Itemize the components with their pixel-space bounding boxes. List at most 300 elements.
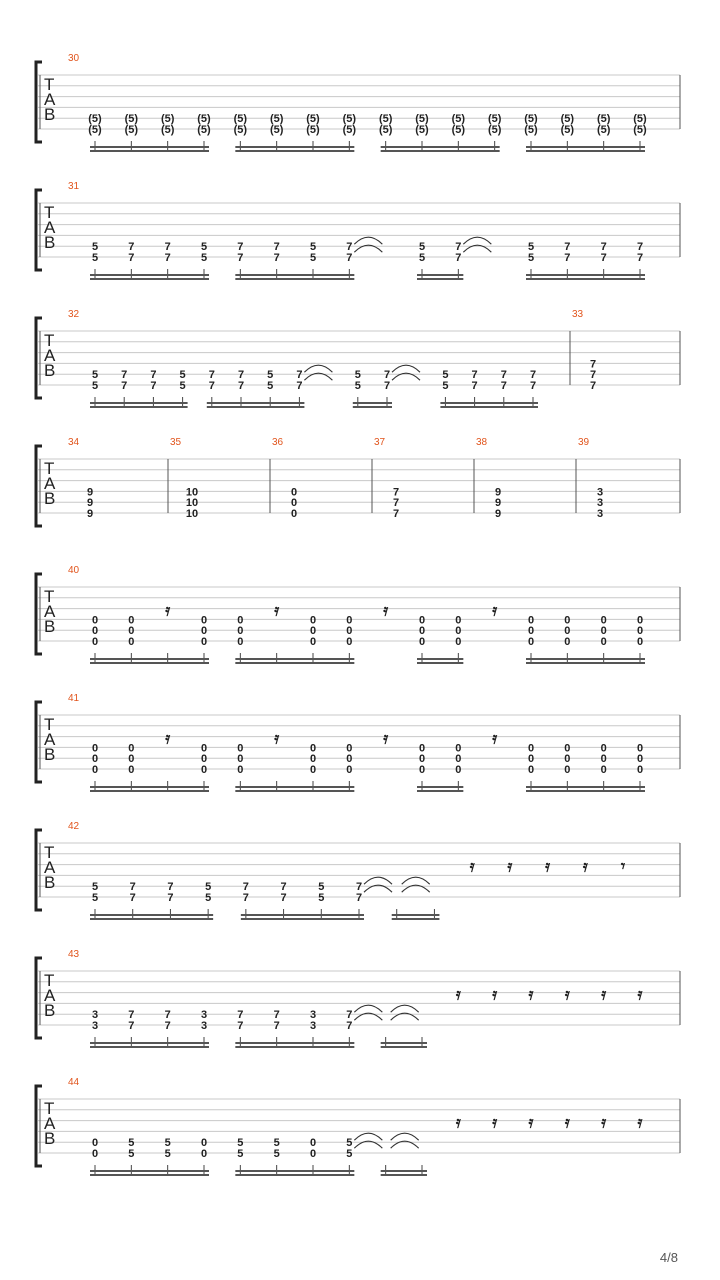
fret-number: 7 bbox=[128, 1020, 135, 1032]
fret-number: (5) bbox=[487, 113, 502, 126]
fret-number: 0 bbox=[600, 614, 607, 627]
fret-number: 0 bbox=[564, 614, 571, 627]
fret-number: (5) bbox=[633, 113, 647, 126]
fret-number: (5) bbox=[451, 124, 466, 136]
fret-number: 0 bbox=[237, 742, 244, 755]
fret-number: 0 bbox=[600, 753, 607, 766]
sixteenth-rest: 𝄿 bbox=[165, 728, 171, 748]
fret-number: (5) bbox=[342, 124, 357, 136]
tab-clef-letter: B bbox=[44, 233, 56, 252]
fret-number: 7 bbox=[164, 1009, 171, 1022]
fret-number: 7 bbox=[237, 369, 245, 382]
fret-number: 9 bbox=[494, 508, 502, 520]
tab-clef-letter: B bbox=[44, 489, 56, 508]
fret-number: 7 bbox=[455, 252, 462, 264]
fret-number: 7 bbox=[129, 892, 136, 904]
fret-number: 0 bbox=[200, 1137, 208, 1150]
fret-number: 0 bbox=[237, 625, 244, 638]
fret-number: 0 bbox=[418, 764, 426, 776]
fret-number: 7 bbox=[150, 369, 157, 382]
fret-number: 0 bbox=[290, 486, 298, 499]
fret-number: 5 bbox=[179, 380, 186, 392]
fret-number: 7 bbox=[273, 1009, 280, 1022]
fret-number: 0 bbox=[418, 636, 426, 648]
tie-arc bbox=[364, 877, 392, 884]
tab-clef-letter: T bbox=[44, 843, 55, 862]
fret-number: 3 bbox=[309, 1009, 317, 1022]
fret-number: 7 bbox=[167, 881, 174, 894]
fret-number: 7 bbox=[564, 252, 571, 264]
fret-number: (5) bbox=[415, 113, 429, 126]
fret-number: 5 bbox=[318, 892, 325, 904]
fret-number: 0 bbox=[237, 636, 244, 648]
sixteenth-rest: 𝄿 bbox=[383, 728, 389, 748]
fret-number: 0 bbox=[91, 1137, 99, 1150]
fret-number: 0 bbox=[128, 742, 135, 755]
system-bracket bbox=[36, 318, 42, 398]
fret-number: 7 bbox=[589, 380, 597, 392]
sixteenth-rest: 𝄿 bbox=[528, 984, 534, 1004]
measure-number: 39 bbox=[578, 437, 590, 448]
fret-number: 0 bbox=[564, 636, 571, 648]
fret-number: 7 bbox=[273, 241, 280, 254]
fret-number: 5 bbox=[91, 252, 99, 264]
fret-number: 0 bbox=[309, 1137, 317, 1150]
fret-number: (5) bbox=[197, 124, 211, 136]
sixteenth-rest: 𝄿 bbox=[469, 856, 475, 876]
sixteenth-rest: 𝄿 bbox=[492, 600, 498, 620]
measure-number: 36 bbox=[272, 437, 284, 448]
fret-number: 0 bbox=[527, 753, 535, 766]
fret-number: 0 bbox=[200, 753, 208, 766]
tab-clef-letter: A bbox=[44, 730, 56, 749]
fret-number: (5) bbox=[524, 113, 538, 126]
tab-clef-letter: A bbox=[44, 346, 56, 365]
fret-number: 7 bbox=[242, 881, 249, 894]
fret-number: 5 bbox=[442, 380, 449, 392]
sixteenth-rest: 𝄿 bbox=[564, 1112, 570, 1132]
fret-number: 0 bbox=[600, 764, 607, 776]
fret-number: 0 bbox=[527, 742, 535, 755]
fret-number: (5) bbox=[269, 124, 284, 136]
tie-arc bbox=[304, 365, 332, 372]
sixteenth-rest: 𝄿 bbox=[601, 1112, 607, 1132]
tie-arc bbox=[391, 1005, 419, 1012]
fret-number: 7 bbox=[296, 380, 303, 392]
fret-number: 0 bbox=[418, 753, 426, 766]
fret-number: 7 bbox=[589, 358, 597, 371]
fret-number: 7 bbox=[471, 380, 478, 392]
tab-clef-letter: T bbox=[44, 971, 55, 990]
sixteenth-rest: 𝄿 bbox=[274, 600, 280, 620]
fret-number: 0 bbox=[636, 625, 644, 638]
fret-number: 5 bbox=[273, 1148, 280, 1160]
fret-number: 0 bbox=[200, 742, 208, 755]
tab-clef-letter: A bbox=[44, 218, 56, 237]
tab-clef-letter: B bbox=[44, 873, 56, 892]
fret-number: 0 bbox=[455, 764, 462, 776]
fret-number: 0 bbox=[418, 614, 426, 627]
fret-number: 0 bbox=[91, 1148, 99, 1160]
tie-arc bbox=[402, 877, 430, 884]
fret-number: 0 bbox=[346, 636, 353, 648]
system-bracket bbox=[36, 830, 42, 910]
sixteenth-rest: 𝄿 bbox=[492, 984, 498, 1004]
fret-number: 0 bbox=[290, 508, 298, 520]
tab-clef-letter: B bbox=[44, 361, 56, 380]
tab-clef-letter: A bbox=[44, 1114, 56, 1133]
fret-number: 0 bbox=[128, 614, 135, 627]
fret-number: 0 bbox=[636, 636, 644, 648]
fret-number: 3 bbox=[596, 508, 604, 520]
fret-number: 0 bbox=[346, 625, 353, 638]
fret-number: 9 bbox=[86, 486, 94, 499]
tab-clef-letter: T bbox=[44, 1099, 55, 1118]
fret-number: 0 bbox=[600, 742, 607, 755]
fret-number: 7 bbox=[273, 252, 280, 264]
fret-number: 7 bbox=[589, 369, 597, 382]
tab-clef-letter: T bbox=[44, 203, 55, 222]
tab-clef-letter: B bbox=[44, 745, 56, 764]
fret-number: 0 bbox=[527, 614, 535, 627]
fret-number: 5 bbox=[205, 892, 212, 904]
fret-number: 0 bbox=[455, 625, 462, 638]
fret-number: 0 bbox=[91, 636, 99, 648]
fret-number: 3 bbox=[596, 486, 604, 499]
fret-number: 7 bbox=[383, 380, 391, 392]
tie-arc bbox=[392, 365, 420, 372]
tab-clef-letter: A bbox=[44, 986, 56, 1005]
fret-number: 0 bbox=[309, 764, 317, 776]
fret-number: 0 bbox=[564, 742, 571, 755]
fret-number: 7 bbox=[636, 241, 644, 254]
fret-number: (5) bbox=[306, 124, 320, 136]
tab-clef-letter: A bbox=[44, 858, 56, 877]
fret-number: 0 bbox=[455, 636, 462, 648]
fret-number: 5 bbox=[418, 241, 426, 254]
fret-number: 10 bbox=[185, 508, 199, 520]
fret-number: 0 bbox=[200, 1148, 208, 1160]
fret-number: 0 bbox=[91, 764, 99, 776]
fret-number: 7 bbox=[128, 252, 135, 264]
fret-number: 7 bbox=[529, 380, 537, 392]
fret-number: 5 bbox=[527, 241, 535, 254]
fret-number: 5 bbox=[346, 1148, 353, 1160]
tab-clef-letter: A bbox=[44, 602, 56, 621]
fret-number: (5) bbox=[269, 113, 284, 126]
fret-number: (5) bbox=[197, 113, 211, 126]
fret-number: (5) bbox=[524, 124, 538, 136]
fret-number: 0 bbox=[91, 753, 99, 766]
fret-number: 0 bbox=[600, 636, 607, 648]
sixteenth-rest: 𝄿 bbox=[582, 856, 588, 876]
fret-number: (5) bbox=[160, 113, 175, 126]
fret-number: 0 bbox=[346, 753, 353, 766]
fret-number: 5 bbox=[442, 369, 449, 382]
sixteenth-rest: 𝄿 bbox=[165, 600, 171, 620]
fret-number: 7 bbox=[355, 881, 363, 894]
fret-number: 7 bbox=[355, 892, 363, 904]
fret-number: (5) bbox=[88, 113, 102, 126]
fret-number: (5) bbox=[633, 124, 647, 136]
fret-number: (5) bbox=[88, 124, 102, 136]
fret-number: (5) bbox=[560, 113, 575, 126]
fret-number: 7 bbox=[600, 252, 607, 264]
tab-clef-letter: T bbox=[44, 459, 55, 478]
fret-number: 0 bbox=[128, 636, 135, 648]
fret-number: 9 bbox=[494, 497, 502, 510]
fret-number: 7 bbox=[346, 1009, 353, 1022]
fret-number: 5 bbox=[179, 369, 186, 382]
measure-number: 44 bbox=[68, 1077, 80, 1088]
fret-number: 0 bbox=[309, 625, 317, 638]
fret-number: 5 bbox=[164, 1137, 171, 1150]
fret-number: 7 bbox=[273, 1020, 280, 1032]
fret-number: 0 bbox=[91, 625, 99, 638]
fret-number: 7 bbox=[237, 380, 245, 392]
tab-clef-letter: T bbox=[44, 331, 55, 350]
tie-arc bbox=[354, 237, 382, 244]
fret-number: 7 bbox=[392, 486, 400, 499]
measure-number: 37 bbox=[374, 437, 386, 448]
measure-number: 31 bbox=[68, 181, 80, 192]
fret-number: 0 bbox=[237, 753, 244, 766]
fret-number: 0 bbox=[636, 614, 644, 627]
fret-number: 0 bbox=[309, 742, 317, 755]
fret-number: 5 bbox=[273, 1137, 280, 1150]
fret-number: 7 bbox=[237, 241, 244, 254]
system-bracket bbox=[36, 574, 42, 654]
fret-number: (5) bbox=[233, 124, 248, 136]
fret-number: 3 bbox=[596, 497, 604, 510]
fret-number: 5 bbox=[200, 252, 208, 264]
fret-number: 7 bbox=[529, 369, 537, 382]
measure-number: 42 bbox=[68, 821, 80, 832]
tie-arc bbox=[463, 237, 491, 244]
fret-number: 5 bbox=[354, 380, 361, 392]
fret-number: 0 bbox=[200, 614, 208, 627]
fret-number: 7 bbox=[237, 252, 244, 264]
fret-number: 7 bbox=[128, 1009, 135, 1022]
fret-number: 0 bbox=[527, 764, 535, 776]
fret-number: 7 bbox=[208, 369, 215, 382]
fret-number: 7 bbox=[164, 252, 171, 264]
fret-number: 0 bbox=[237, 764, 244, 776]
fret-number: (5) bbox=[342, 113, 357, 126]
fret-number: 7 bbox=[383, 369, 391, 382]
fret-number: 0 bbox=[290, 497, 298, 510]
fret-number: 3 bbox=[200, 1020, 208, 1032]
fret-number: 7 bbox=[346, 241, 353, 254]
tab-clef-letter: B bbox=[44, 1001, 56, 1020]
measure-number: 33 bbox=[572, 309, 584, 320]
fret-number: 9 bbox=[494, 486, 502, 499]
sixteenth-rest: 𝄿 bbox=[507, 856, 513, 876]
tab-clef-letter: A bbox=[44, 90, 56, 109]
measure-number: 41 bbox=[68, 693, 80, 704]
fret-number: 9 bbox=[86, 508, 94, 520]
fret-number: 5 bbox=[237, 1148, 244, 1160]
system-bracket bbox=[36, 958, 42, 1038]
sixteenth-rest: 𝄿 bbox=[455, 1112, 461, 1132]
measure-number: 38 bbox=[476, 437, 488, 448]
fret-number: 7 bbox=[500, 380, 507, 392]
fret-number: (5) bbox=[124, 113, 139, 126]
fret-number: 5 bbox=[309, 252, 317, 264]
fret-number: 0 bbox=[128, 753, 135, 766]
tab-clef-letter: B bbox=[44, 1129, 56, 1148]
sixteenth-rest: 𝄿 bbox=[383, 600, 389, 620]
sixteenth-rest: 𝄿 bbox=[545, 856, 551, 876]
fret-number: 0 bbox=[636, 753, 644, 766]
fret-number: 3 bbox=[91, 1020, 99, 1032]
fret-number: 0 bbox=[455, 753, 462, 766]
fret-number: 7 bbox=[455, 241, 462, 254]
system-bracket bbox=[36, 62, 42, 142]
fret-number: (5) bbox=[378, 124, 393, 136]
fret-number: 7 bbox=[392, 508, 400, 520]
fret-number: 0 bbox=[200, 625, 208, 638]
measure-number: 30 bbox=[68, 53, 80, 64]
system-bracket bbox=[36, 190, 42, 270]
measure-number: 40 bbox=[68, 565, 80, 576]
fret-number: 7 bbox=[636, 252, 644, 264]
fret-number: 7 bbox=[280, 892, 287, 904]
fret-number: 0 bbox=[527, 636, 535, 648]
fret-number: 0 bbox=[346, 614, 353, 627]
system-bracket bbox=[36, 702, 42, 782]
fret-number: 5 bbox=[91, 380, 99, 392]
fret-number: 7 bbox=[121, 380, 128, 392]
fret-number: 0 bbox=[600, 625, 607, 638]
tie-arc bbox=[354, 1133, 382, 1140]
fret-number: 5 bbox=[527, 252, 535, 264]
fret-number: 5 bbox=[91, 241, 99, 254]
fret-number: 0 bbox=[309, 614, 317, 627]
fret-number: 0 bbox=[91, 742, 99, 755]
fret-number: 7 bbox=[129, 881, 136, 894]
fret-number: 7 bbox=[346, 252, 353, 264]
fret-number: 0 bbox=[346, 764, 353, 776]
fret-number: 5 bbox=[318, 881, 325, 894]
fret-number: 9 bbox=[86, 497, 94, 510]
fret-number: 3 bbox=[91, 1009, 99, 1022]
fret-number: 7 bbox=[164, 1020, 171, 1032]
fret-number: 7 bbox=[346, 1020, 353, 1032]
eighth-rest: 𝄾 bbox=[620, 856, 626, 876]
fret-number: 0 bbox=[200, 636, 208, 648]
sixteenth-rest: 𝄿 bbox=[492, 728, 498, 748]
fret-number: (5) bbox=[451, 113, 466, 126]
fret-number: (5) bbox=[560, 124, 575, 136]
fret-number: 0 bbox=[527, 625, 535, 638]
fret-number: 0 bbox=[128, 764, 135, 776]
fret-number: (5) bbox=[306, 113, 320, 126]
fret-number: 3 bbox=[309, 1020, 317, 1032]
sixteenth-rest: 𝄿 bbox=[564, 984, 570, 1004]
fret-number: 0 bbox=[455, 742, 462, 755]
fret-number: 0 bbox=[636, 742, 644, 755]
measure-number: 34 bbox=[68, 437, 80, 448]
fret-number: 5 bbox=[418, 252, 426, 264]
fret-number: 5 bbox=[267, 380, 274, 392]
fret-number: 5 bbox=[128, 1148, 135, 1160]
fret-number: 7 bbox=[242, 892, 249, 904]
sixteenth-rest: 𝄿 bbox=[492, 1112, 498, 1132]
fret-number: 0 bbox=[418, 625, 426, 638]
tab-clef-letter: B bbox=[44, 105, 56, 124]
sixteenth-rest: 𝄿 bbox=[601, 984, 607, 1004]
fret-number: 0 bbox=[237, 614, 244, 627]
fret-number: 7 bbox=[208, 380, 215, 392]
page-number: 4/8 bbox=[659, 1250, 678, 1265]
fret-number: 5 bbox=[128, 1137, 135, 1150]
fret-number: 7 bbox=[280, 881, 287, 894]
fret-number: 7 bbox=[500, 369, 507, 382]
tie-arc bbox=[391, 1133, 419, 1140]
fret-number: 10 bbox=[185, 497, 199, 510]
tab-clef-letter: B bbox=[44, 617, 56, 636]
fret-number: 0 bbox=[418, 742, 426, 755]
fret-number: 7 bbox=[600, 241, 607, 254]
fret-number: (5) bbox=[596, 124, 611, 136]
fret-number: (5) bbox=[415, 124, 429, 136]
fret-number: 0 bbox=[91, 614, 99, 627]
tab-clef-letter: T bbox=[44, 587, 55, 606]
tab-clef-letter: A bbox=[44, 474, 56, 493]
measure-number: 35 bbox=[170, 437, 182, 448]
fret-number: (5) bbox=[596, 113, 611, 126]
tie-arc bbox=[354, 1005, 382, 1012]
fret-number: 7 bbox=[392, 497, 400, 510]
fret-number: 7 bbox=[128, 241, 135, 254]
fret-number: 0 bbox=[309, 1148, 317, 1160]
sixteenth-rest: 𝄿 bbox=[274, 728, 280, 748]
tab-clef-letter: T bbox=[44, 715, 55, 734]
fret-number: 5 bbox=[346, 1137, 353, 1150]
measure-number: 43 bbox=[68, 949, 80, 960]
measure-number: 32 bbox=[68, 309, 80, 320]
fret-number: 0 bbox=[309, 636, 317, 648]
fret-number: 7 bbox=[296, 369, 303, 382]
fret-number: (5) bbox=[124, 124, 139, 136]
fret-number: 5 bbox=[91, 892, 99, 904]
fret-number: 7 bbox=[564, 241, 571, 254]
fret-number: 10 bbox=[185, 486, 199, 499]
system-bracket bbox=[36, 446, 42, 526]
fret-number: 0 bbox=[200, 764, 208, 776]
fret-number: 7 bbox=[237, 1020, 244, 1032]
fret-number: 5 bbox=[91, 881, 99, 894]
sixteenth-rest: 𝄿 bbox=[637, 1112, 643, 1132]
fret-number: 7 bbox=[164, 241, 171, 254]
fret-number: 5 bbox=[354, 369, 361, 382]
fret-number: (5) bbox=[487, 124, 502, 136]
fret-number: 0 bbox=[128, 625, 135, 638]
fret-number: 0 bbox=[564, 753, 571, 766]
fret-number: 7 bbox=[471, 369, 478, 382]
fret-number: 0 bbox=[564, 625, 571, 638]
sixteenth-rest: 𝄿 bbox=[528, 1112, 534, 1132]
fret-number: 5 bbox=[200, 241, 208, 254]
fret-number: 5 bbox=[164, 1148, 171, 1160]
fret-number: 5 bbox=[267, 369, 274, 382]
fret-number: 7 bbox=[167, 892, 174, 904]
system-bracket bbox=[36, 1086, 42, 1166]
fret-number: 0 bbox=[564, 764, 571, 776]
fret-number: 3 bbox=[200, 1009, 208, 1022]
fret-number: 5 bbox=[309, 241, 317, 254]
